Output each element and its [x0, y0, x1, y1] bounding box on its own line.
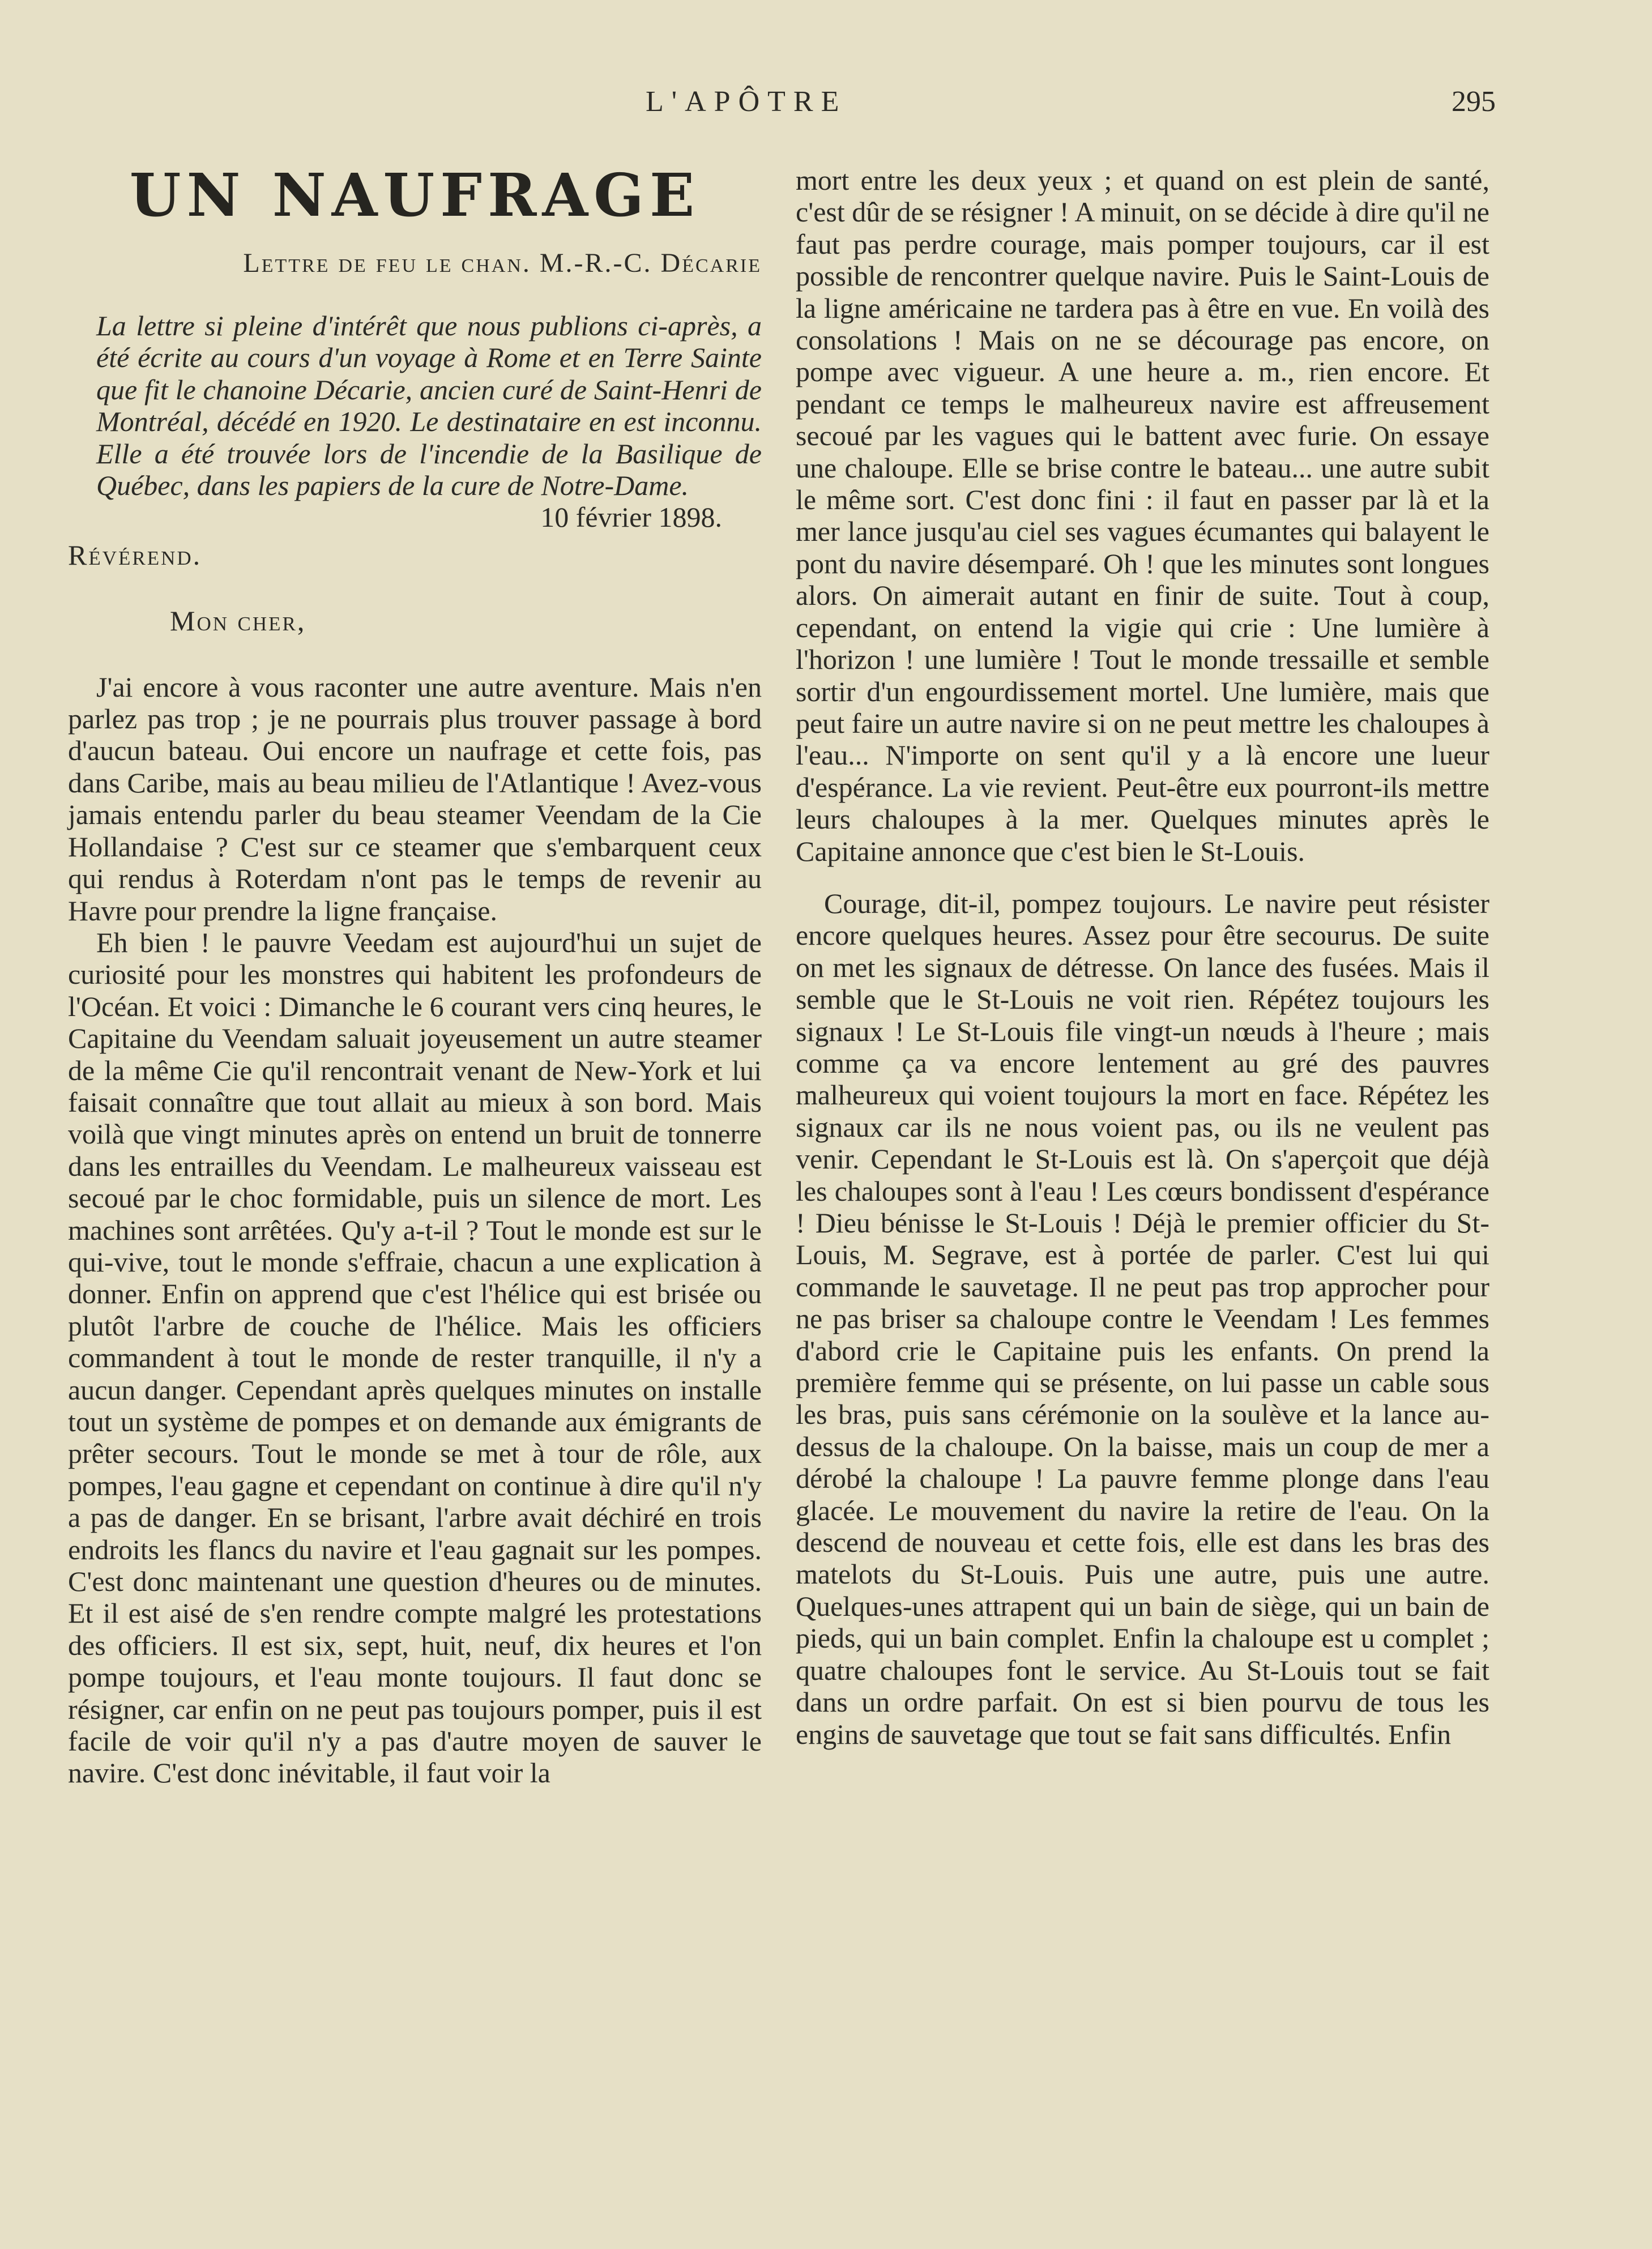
running-head: L'APÔTRE — [646, 86, 847, 118]
article-title: UN NAUFRAGE — [129, 160, 701, 230]
paragraph-1: J'ai encore à vous raconter une autre aventure. Mais n'en parlez pas trop ; je ne pourrais plus trouver passage à bord d'aucun bateau. Oui encore un naufrage et cette fois, pas dans Caribe, mais au beau milieu de l'Atlantique ! Avez-vous jamais entendu parler du beau steamer Veendam de la Cie Hollandaise ? C'est sur ce steamer que s'embarquent ceux qui rendus à Roterdam n'ont pas le temps de revenir au Havre pour prendre la ligne française. — [68, 671, 762, 927]
letter-date: 10 février 1898. — [540, 501, 722, 534]
salutation-reverend: Révérend. — [68, 539, 202, 571]
paragraph-gap — [796, 867, 1489, 887]
right-column — [796, 164, 1489, 1750]
page-number: 295 — [1452, 86, 1496, 118]
left-column — [68, 161, 762, 1789]
paragraph-3: mort entre les deux yeux ; et quand on est plein de santé, c'est dûr de se résigner ! A minuit, on se décide à dire qu'il ne faut pas perdre courage, mais pomper toujours, car il est possible de rencontrer quelque navire. Puis le Saint-Louis de la ligne américaine ne tardera pas à être en vue. En voilà des consolations ! Mais on ne se décourage pas encore, on pompe avec vigueur. A une heure a. m., rien encore. Et pendant ce temps le malheureux navire est affreusement secoué par les vagues qui le battent avec furie. On essaye une chaloupe. Elle se brise contre le bateau... une autre subit le même sort. C'est donc fini : il faut en passer par là et la mer lance jusqu'au ciel ses vagues écumantes qui balayent le pont du navire désemparé. Oh ! que les minutes sont longues alors. On aimerait autant en finir de suite. Tout à coup, cependant, on entend la vigie qui crie : Une lumière à l'horizon ! une lumière ! Tout le monde tressaille et semble sortir d'un engourdissement mortel. Une lumière, mais que peut faire un autre navire si on ne peut mettre les chaloupes à l'eau... N'importe on sent qu'il y a là encore une lueur d'espérance. La vie revient. Peut-être eux pourront-ils mettre leurs chaloupes à la mer. Quelques minutes après le Capitaine annonce que c'est bien le St-Louis. — [796, 164, 1489, 867]
salutation-mon-cher: Mon cher, — [170, 605, 306, 637]
editorial-intro: La lettre si pleine d'intérêt que nous publions ci-après, a été écrite au cours d'un voyage à Rome et en Terre Sainte que fit le chanoine Décarie, ancien curé de Saint-Henri de Montréal, décédé en 1920. Le destinataire en est inconnu. Elle a été trouvée lors de l'incendie de la Basilique de Québec, dans les papiers de la cure de Notre-Dame. — [96, 310, 762, 502]
paragraph-4: Courage, dit-il, pompez toujours. Le navire peut résister encore quelques heures. Assez pour être secourus. De suite on met les signaux de détresse. On lance des fusées. Mais il semble que le St-Louis ne voit rien. Répétez toujours les signaux ! Le St-Louis file vingt-un nœuds à l'heure ; mais comme ça va encore lentement au gré des pauvres malheureux qui voient toujours la mort en face. Répétez les signaux car ils ne nous voient pas, ou ils ne veulent pas venir. Cependant le St-Louis est là. On s'aperçoit que déjà les chaloupes sont à l'eau ! Les cœurs bondissent d'espérance ! Dieu bénisse le St-Louis ! Déjà le premier officier du St-Louis, M. Segrave, est à portée de parler. C'est lui qui commande le sauvetage. Il ne peut pas trop approcher pour ne pas briser sa chaloupe contre le Veendam ! Les femmes d'abord crie le Capitaine puis les enfants. On prend la première femme qui se présente, on lui passe un cable sous les bras, puis sans cérémonie on la soulève et la lance au-dessus de la chaloupe. On la baisse, mais un coup de mer a dérobé la chaloupe ! La pauvre femme plonge dans l'eau glacée. Le mouvement du navire la retire de l'eau. On la descend de nouveau et cette fois, elle est dans les bras des matelots du St-Louis. Puis une autre, puis une autre. Quelques-unes attrapent qui un bain de siège, qui un bain de pieds, qui un bain complet. Enfin la chaloupe est u complet ; quatre chaloupes font le service. Au St-Louis tout se fait dans un ordre parfait. On est si bien pourvu de tous les engins de sauvetage que tout se fait sans difficultés. Enfin — [796, 887, 1489, 1750]
article-byline: Lettre de feu le chan. M.-R.-C. Décarie — [243, 248, 762, 278]
paragraph-2: Eh bien ! le pauvre Veedam est aujourd'hui un sujet de curiosité pour les monstres qui habitent les profondeurs de l'Océan. Et voici : Dimanche le 6 courant vers cinq heures, le Capitaine du Veendam saluait joyeusement un autre steamer de la même Cie qu'il rencontrait venant de New-York et lui faisait connaître que tout allait au mieux à son bord. Mais voilà que vingt minutes après on entend un bruit de tonnerre dans les entrailles du Veendam. Le malheureux vaisseau est secoué par le choc formidable, puis un silence de mort. Les machines sont arrêtées. Qu'y a-t-il ? Tout le monde est sur le qui-vive, tout le monde s'effraie, chacun a une explication à donner. Enfin on apprend que c'est l'hélice qui est brisée ou plutôt l'arbre de couche de l'hélice. Mais les officiers commandent à tout le monde de rester tranquille, il n'y a aucun danger. Cependant après quelques minutes on installe tout un système de pompes et on demande aux émigrants de prêter secours. Tout le monde se met à tour de rôle, aux pompes, l'eau gagne et cependant on continue à dire qu'il n'y a pas de danger. En se brisant, l'arbre avait déchiré en trois endroits les flancs du navire et l'eau gagnait sur les pompes. C'est donc maintenant une question d'heures ou de minutes. Et il est aisé de s'en rendre compte malgré les protestations des officiers. Il est six, sept, huit, neuf, dix heures et l'on pompe toujours, et l'eau monte toujours. Il faut donc se résigner, car enfin on ne peut pas toujours pomper, puis il est facile de voir qu'il n'y a pas d'autre moyen de sauver le navire. C'est donc inévitable, il faut voir la — [68, 926, 762, 1789]
